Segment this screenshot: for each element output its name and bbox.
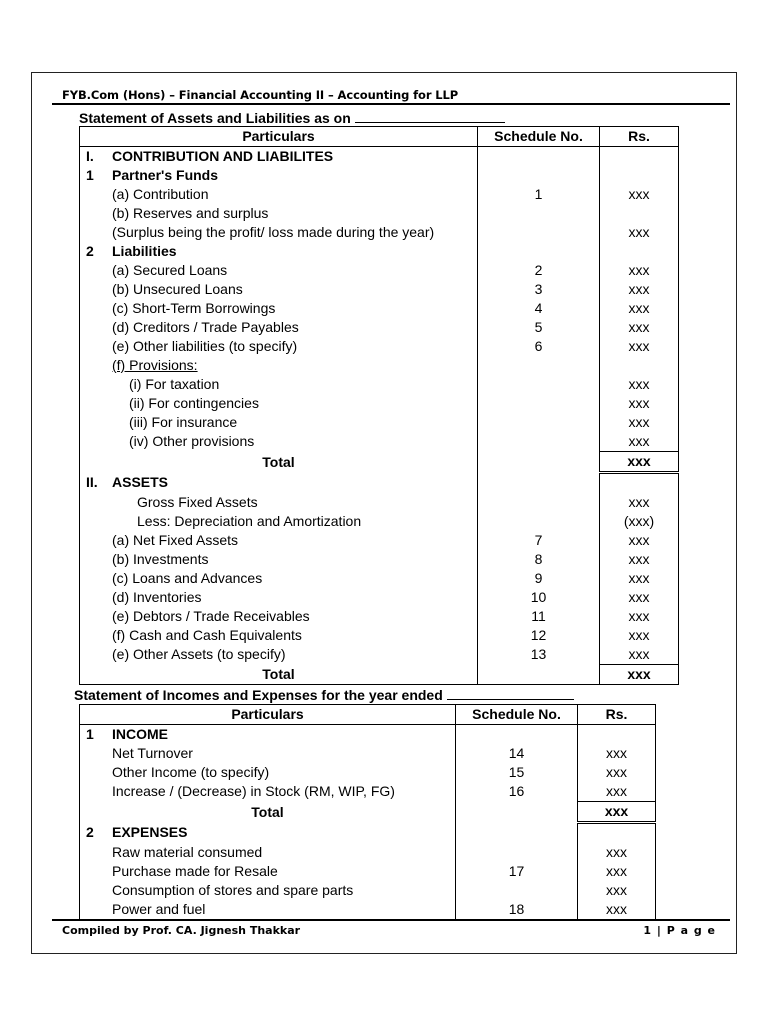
particulars-cell [80,645,478,665]
table-row [80,394,679,413]
particulars-cell [80,299,478,318]
amount-cell: xxx [600,665,679,685]
table-row [80,744,656,763]
row-label: (c) Short-Term Borrowings [112,300,276,316]
row-label: Consumption of stores and spare parts [112,882,354,898]
col-particulars: Particulars [80,705,456,725]
schedule-cell: 4 [478,299,600,318]
amount-cell [600,473,679,494]
schedule-cell: 2 [478,261,600,280]
schedule-cell [478,166,600,185]
particulars-cell [80,802,456,823]
amount-cell: xxx [600,375,679,394]
table-row [80,512,679,531]
particulars-cell [80,166,478,185]
particulars-cell [80,843,456,862]
amount-cell: xxx [600,626,679,645]
particulars-cell [80,432,478,452]
schedule-cell [478,242,600,261]
particulars-cell [80,665,478,685]
schedule-cell: 6 [478,337,600,356]
particulars-cell [80,356,478,375]
amount-cell: xxx [600,493,679,512]
schedule-cell [478,452,600,473]
amount-cell: xxx [600,261,679,280]
amount-cell: xxx [600,394,679,413]
table-row [80,432,679,452]
schedule-cell: 11 [478,607,600,626]
row-label: (e) Debtors / Trade Receivables [112,608,310,624]
particulars-cell [80,607,478,626]
amount-cell [600,147,679,167]
row-number: II. [86,474,98,491]
row-label: (d) Inventories [112,589,202,605]
amount-cell: xxx [600,318,679,337]
assets-liabilities-table [79,126,679,685]
particulars-cell [80,185,478,204]
particulars-cell [80,452,478,473]
table-row [80,900,656,920]
particulars-cell [80,337,478,356]
table-row [80,413,679,432]
row-label: EXPENSES [112,824,188,841]
row-label: Purchase made for Resale [112,863,278,879]
schedule-cell: 13 [478,645,600,665]
schedule-cell: 5 [478,318,600,337]
particulars-cell [80,862,456,881]
row-label: Raw material consumed [112,844,263,860]
table-row [80,242,679,261]
particulars-cell [80,280,478,299]
table-row [80,607,679,626]
table-row [80,626,679,645]
particulars-cell [80,223,478,242]
row-label: (c) Loans and Advances [112,570,263,586]
amount-cell: xxx [600,588,679,607]
schedule-cell [478,512,600,531]
schedule-cell [478,375,600,394]
table-row [80,318,679,337]
particulars-cell [80,493,478,512]
table-row [80,261,679,280]
table-row [80,843,656,862]
table-row [80,337,679,356]
schedule-cell: 15 [456,763,578,782]
row-label: (f) Provisions: [112,357,198,373]
row-label: Gross Fixed Assets [137,494,258,510]
amount-cell: xxx [600,299,679,318]
particulars-cell [80,531,478,550]
col-rs: Rs. [600,127,679,147]
row-label: (a) Net Fixed Assets [112,532,239,548]
schedule-cell [456,725,578,745]
schedule-cell [478,432,600,452]
table-row [80,782,656,802]
row-label: Power and fuel [112,901,206,917]
row-label: (iii) For insurance [129,414,238,430]
table-row [80,645,679,665]
amount-cell: xxx [600,223,679,242]
schedule-cell [456,881,578,900]
schedule-cell: 12 [478,626,600,645]
table-row [80,823,656,844]
particulars-cell [80,512,478,531]
amount-cell: xxx [600,607,679,626]
table-row [80,763,656,782]
amount-cell: xxx [578,843,656,862]
particulars-cell [80,744,456,763]
particulars-cell [80,823,456,844]
particulars-cell [80,725,456,745]
particulars-cell [80,473,478,494]
amount-cell: xxx [578,802,656,823]
table-row [80,588,679,607]
col-particulars: Particulars [80,127,478,147]
row-label: CONTRIBUTION AND LIABILITES [112,148,334,164]
schedule-cell: 8 [478,550,600,569]
schedule-cell [478,223,600,242]
particulars-cell [80,550,478,569]
table-row [80,665,679,685]
schedule-cell: 3 [478,280,600,299]
table-row [80,280,679,299]
row-label: Net Turnover [112,745,193,761]
schedule-cell [478,394,600,413]
schedule-cell: 17 [456,862,578,881]
amount-cell [578,725,656,745]
row-label: (ii) For contingencies [129,395,259,411]
row-label: (a) Contribution [112,186,209,202]
row-number: 1 [86,726,94,742]
particulars-cell [80,147,478,167]
amount-cell: xxx [600,280,679,299]
row-number: 1 [86,167,94,183]
schedule-cell [478,665,600,685]
row-label: (b) Unsecured Loans [112,281,243,297]
row-label: (f) Cash and Cash Equivalents [112,627,302,643]
table-row [80,223,679,242]
particulars-cell [80,881,456,900]
row-label: (Surplus being the profit/ loss made during the year) [112,224,435,240]
row-label: Less: Depreciation and Amortization [137,513,362,529]
schedule-cell: 18 [456,900,578,920]
schedule-cell [456,843,578,862]
amount-cell: xxx [578,881,656,900]
row-label: Increase / (Decrease) in Stock (RM, WIP, FG) [112,783,395,800]
row-label: ASSETS [112,474,169,491]
row-number: I. [86,148,94,164]
table-row [80,531,679,550]
schedule-cell [478,413,600,432]
schedule-cell: 16 [456,782,578,802]
schedule-cell [478,147,600,167]
table-row [80,299,679,318]
statement1-title [79,110,505,126]
row-label: Total [262,665,295,682]
schedule-cell [456,823,578,844]
amount-cell: xxx [578,862,656,881]
amount-cell: xxx [578,763,656,782]
schedule-cell [478,493,600,512]
table-row [80,204,679,223]
row-label: (e) Other Assets (to specify) [112,646,286,663]
particulars-cell [80,763,456,782]
footer-compiled-by: Compiled by Prof. CA. Jignesh Thakkar [62,924,301,937]
particulars-cell [80,900,456,920]
amount-cell [600,166,679,185]
table-row [80,569,679,588]
table-row [80,862,656,881]
amount-cell [600,356,679,375]
schedule-cell: 9 [478,569,600,588]
amount-cell: xxx [578,744,656,763]
row-number: 2 [86,243,94,259]
schedule-cell: 10 [478,588,600,607]
amount-cell: xxx [600,645,679,665]
schedule-cell [478,204,600,223]
particulars-cell [80,569,478,588]
particulars-cell [80,318,478,337]
row-label: Total [251,803,284,820]
amount-cell: xxx [600,337,679,356]
table-row [80,166,679,185]
amount-cell: xxx [600,531,679,550]
particulars-cell [80,261,478,280]
particulars-cell [80,413,478,432]
statement2-title [74,687,574,703]
footer-page-number: 1 | P a g e [643,924,716,937]
schedule-cell [478,473,600,494]
particulars-cell [80,588,478,607]
row-label: (a) Secured Loans [112,262,228,278]
amount-cell: xxx [600,550,679,569]
table-row [80,550,679,569]
date-blank [355,110,505,123]
amount-cell: xxx [600,569,679,588]
income-expenses-table [79,704,656,920]
particulars-cell [80,375,478,394]
schedule-cell: 7 [478,531,600,550]
row-number: 2 [86,824,94,841]
particulars-cell [80,204,478,223]
row-label: (d) Creditors / Trade Payables [112,319,299,335]
col-rs: Rs. [578,705,656,725]
schedule-cell [478,356,600,375]
amount-cell [600,242,679,261]
amount-cell: xxx [600,432,679,452]
statement2-title-text: Statement of Incomes and Expenses for the year ended [74,687,443,703]
row-label: (e) Other liabilities (to specify) [112,338,298,354]
table-row [80,473,679,494]
col-schedule: Schedule No. [478,127,600,147]
footer-rule [52,919,730,921]
table-row [80,802,656,823]
statement1-title-text: Statement of Assets and Liabilities as on [79,110,351,126]
amount-cell: xxx [578,900,656,920]
amount-cell: xxx [578,782,656,802]
amount-cell [578,823,656,844]
table-row [80,185,679,204]
row-label: (iv) Other provisions [129,433,255,450]
table-row [80,452,679,473]
amount-cell: (xxx) [600,512,679,531]
col-schedule: Schedule No. [456,705,578,725]
particulars-cell [80,782,456,802]
amount-cell: xxx [600,185,679,204]
table-row [80,375,679,394]
row-label: Other Income (to specify) [112,764,270,780]
table-row [80,147,679,167]
particulars-cell [80,626,478,645]
table-row [80,493,679,512]
schedule-cell: 1 [478,185,600,204]
row-label: INCOME [112,726,168,742]
row-label: (i) For taxation [129,376,220,392]
particulars-cell [80,394,478,413]
row-label: (b) Investments [112,551,209,567]
amount-cell: xxx [600,413,679,432]
row-label: Total [262,453,295,470]
schedule-cell [456,802,578,823]
table-row [80,881,656,900]
document-header: FYB.Com (Hons) – Financial Accounting II – Accounting for LLP [62,88,459,102]
table-row [80,725,656,745]
amount-cell: xxx [600,452,679,473]
row-label: Partner's Funds [112,167,219,183]
schedule-cell: 14 [456,744,578,763]
row-label: Liabilities [112,243,177,259]
header-rule [52,103,730,105]
particulars-cell [80,242,478,261]
amount-cell [600,204,679,223]
row-label: (b) Reserves and surplus [112,205,269,221]
table-row [80,356,679,375]
year-blank [447,687,574,700]
